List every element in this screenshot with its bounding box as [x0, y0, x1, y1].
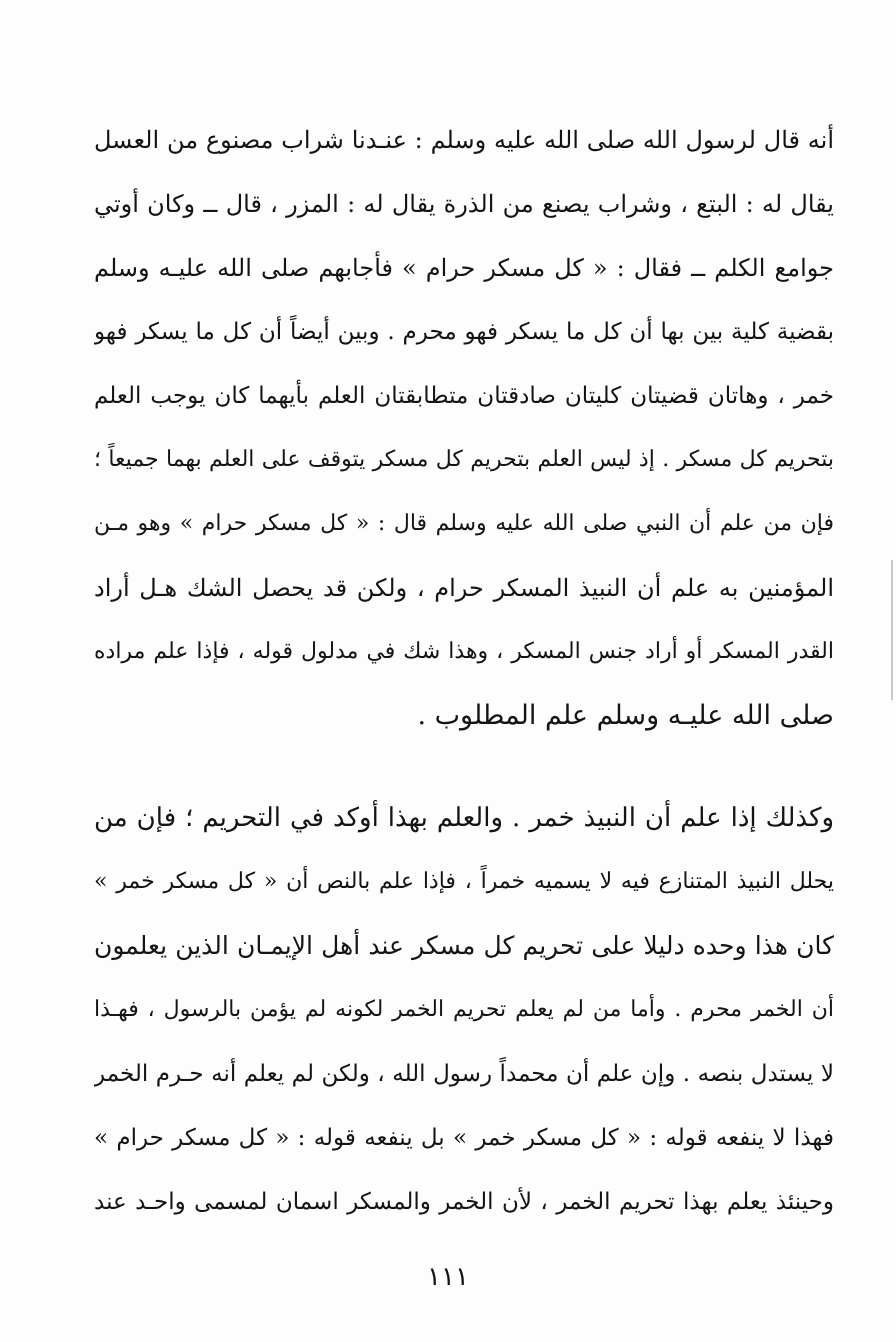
page-edge-shadow — [891, 560, 893, 700]
text-line: يقال له : البتع ، وشراب يصنع من الذرة يقال له : المزر ، قال ــ وكان أوتي — [94, 190, 834, 218]
page-number: ١١١ — [427, 1262, 469, 1292]
text-line: بقضية كلية بين بها أن كل ما يسكر فهو محرم . وبين أيضاً أن كل ما يسكر فهو — [94, 319, 834, 345]
text-line: صلى الله عليـه وسلم علم المطلوب . — [417, 700, 834, 731]
text-line: جوامع الكلم ــ فقال : « كل مسكر حرام » فأجابهم صلى الله عليـه وسلم — [94, 254, 834, 282]
text-line: يحلل النبيذ المتنازع فيه لا يسميه خمراً ، فإذا علم بالنص أن « كل مسكر خمر » — [94, 869, 834, 894]
text-line: فإن من علم أن النبي صلى الله عليه وسلم قال : « كل مسكر حرام » وهو مـن — [94, 511, 834, 536]
text-line: فهذا لا ينفعه قوله : « كل مسكر خمر » بل ينفعه قوله : « كل مسكر حرام » — [94, 1125, 834, 1151]
text-line: بتحريم كل مسكر . إذ ليس العلم بتحريم كل مسكر يتوقف على العلم بهما جميعاً ؛ — [94, 447, 834, 472]
text-line: خمر ، وهاتان قضيتان كليتان صادقتان متطابقتان العلم بأيهما كان يوجب العلم — [94, 383, 834, 409]
text-line: أنه قال لرسول الله صلى الله عليه وسلم : عنـدنا شراب مصنوع من العسل — [94, 126, 834, 154]
text-line: وحينئذ يعلم بهذا تحريم الخمر ، لأن الخمر والمسكر اسمان لمسمى واحـد عند — [94, 1189, 834, 1215]
text-line: لا يستدل بنصه . وإن علم أن محمداً رسول الله ، ولكن لم يعلم أنه حـرم الخمر — [94, 1061, 834, 1087]
text-line: كان هذا وحده دليلا على تحريم كل مسكر عند أهل الإيمـان الذين يعلمون — [94, 931, 834, 960]
text-line: وكذلك إذا علم أن النبيذ خمر . والعلم بهذا أوكد في التحريم ؛ فإن من — [94, 803, 834, 833]
text-line: المؤمنين به علم أن النبيذ المسكر حرام ، ولكن قد يحصل الشك هـل أراد — [94, 574, 834, 602]
text-line: أن الخمر محرم . وأما من لم يعلم تحريم الخمر لكونه لم يؤمن بالرسول ، فهـذا — [94, 997, 834, 1022]
text-line: القدر المسكر أو أراد جنس المسكر ، وهذا شك في مدلول قوله ، فإذا علم مراده — [94, 639, 834, 664]
